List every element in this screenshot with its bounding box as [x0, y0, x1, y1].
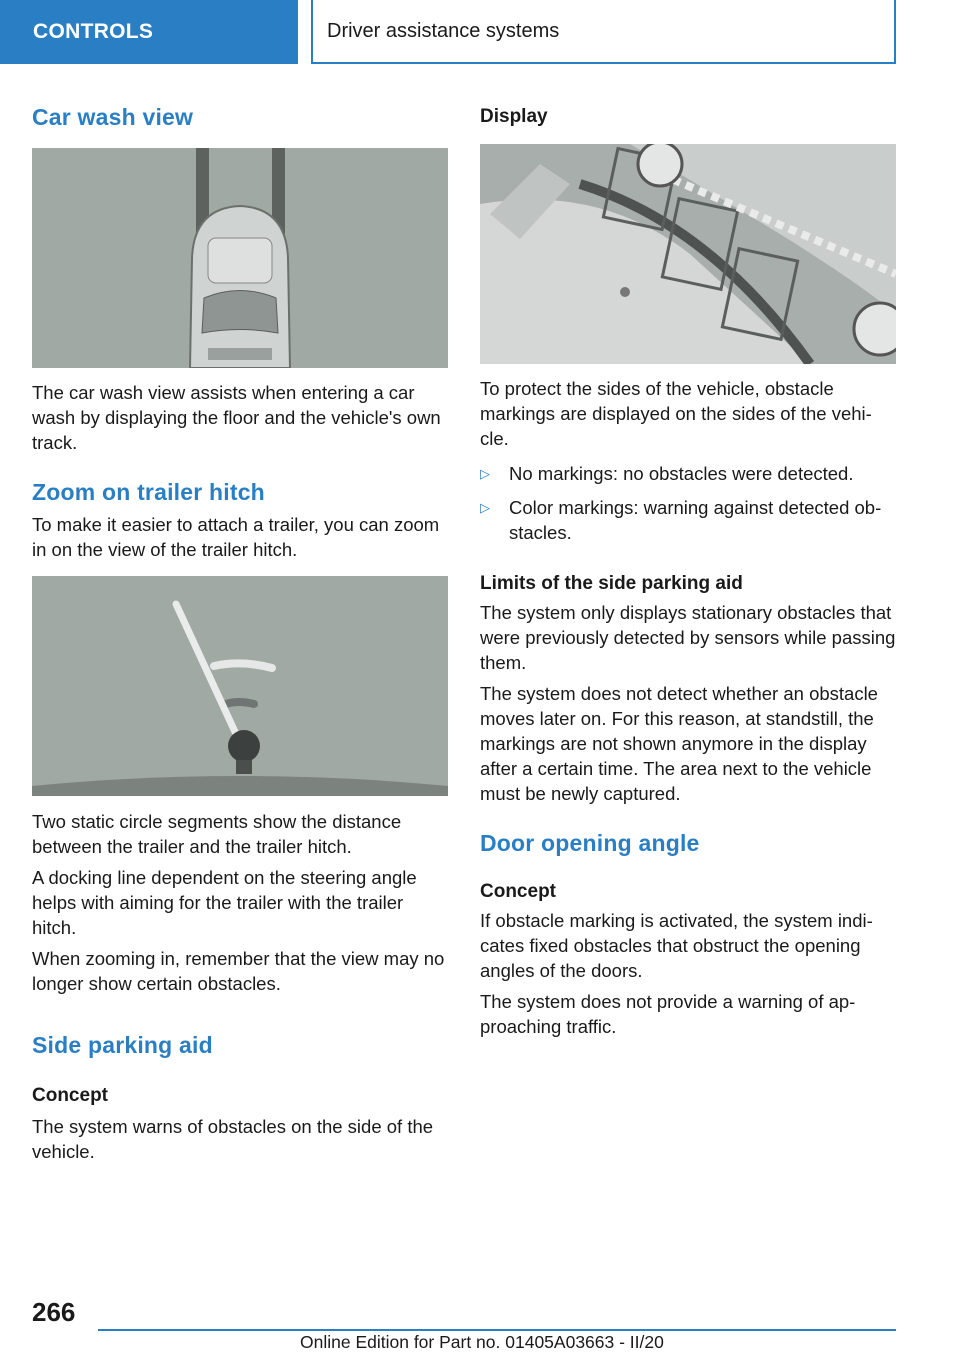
page-number: 266 — [32, 1297, 76, 1327]
section-tab — [0, 0, 298, 64]
trailer-heading: Zoom on trailer hitch — [32, 479, 265, 505]
limits-text-2: The system does not detect whether an obstacle moves later on. For this reason, at standstill, the markings are not shown anymore in the display after a certain time. The area next to the vehicle must be newly captured. — [480, 683, 878, 804]
car-wash-text: The car wash view assists when entering a car wash by displaying the floor and the vehicle's own track. — [32, 382, 441, 453]
trailer-hitch-illustration — [32, 576, 448, 796]
triangle-bullet-icon: ▷ — [480, 466, 490, 481]
list-item-text: No markings: no obstacles were detected. — [509, 463, 854, 484]
trailer-intro: To make it easier to attach a trailer, you can zoom in on the view of the trailer hitch. — [32, 514, 440, 560]
trailer-text-2: A docking line dependent on the steering angle helps with aiming for the trailer with the trailer hitch. — [32, 867, 417, 938]
marking-list — [480, 461, 896, 545]
section-label: CONTROLS — [33, 20, 154, 43]
side-parking-display-illustration — [480, 144, 896, 364]
side-parking-heading: Side parking aid — [32, 1032, 213, 1058]
list-item — [480, 495, 896, 545]
door-text-1: If obstacle marking is activated, the system indi‐cates fixed obstacles that obstruct the opening angles of the doors. — [480, 910, 873, 981]
limits-text-1: The system only displays stationary obstacles that were previously detected by sensors while passing them. — [480, 602, 896, 673]
trailer-text-1: Two static circle segments show the distance between the trailer and the trailer hitch. — [32, 811, 402, 857]
chapter-label: Driver assistance systems — [327, 19, 560, 42]
side-parking-concept-heading: Concept — [32, 1085, 108, 1106]
triangle-bullet-icon: ▷ — [480, 500, 490, 515]
list-item-text: Color markings: warning against detected ob‐stacles. — [509, 497, 882, 543]
display-text: To protect the sides of the vehicle, obstacle markings are displayed on the sides of the vehi‐cle. — [480, 378, 872, 449]
trailer-text-3: When zooming in, remember that the view may no longer show certain obstacles. — [32, 948, 445, 994]
limits-heading: Limits of the side parking aid — [480, 573, 743, 594]
chapter-tab — [311, 0, 896, 64]
door-heading: Door opening angle — [480, 830, 700, 856]
door-text-2: The system does not provide a warning of ap‐proaching traffic. — [480, 991, 856, 1037]
right-column — [480, 100, 896, 1039]
footer-divider — [98, 1329, 896, 1331]
car-wash-illustration — [32, 148, 448, 368]
left-column — [32, 100, 448, 1164]
door-concept-heading: Concept — [480, 881, 556, 902]
car-wash-heading: Car wash view — [32, 104, 194, 130]
list-item — [480, 461, 896, 486]
footer-edition: Online Edition for Part no. 01405A03663 - II/20 — [300, 1332, 664, 1352]
display-heading: Display — [480, 106, 548, 127]
side-parking-concept-text: The system warns of obstacles on the side of the vehicle. — [32, 1116, 434, 1162]
